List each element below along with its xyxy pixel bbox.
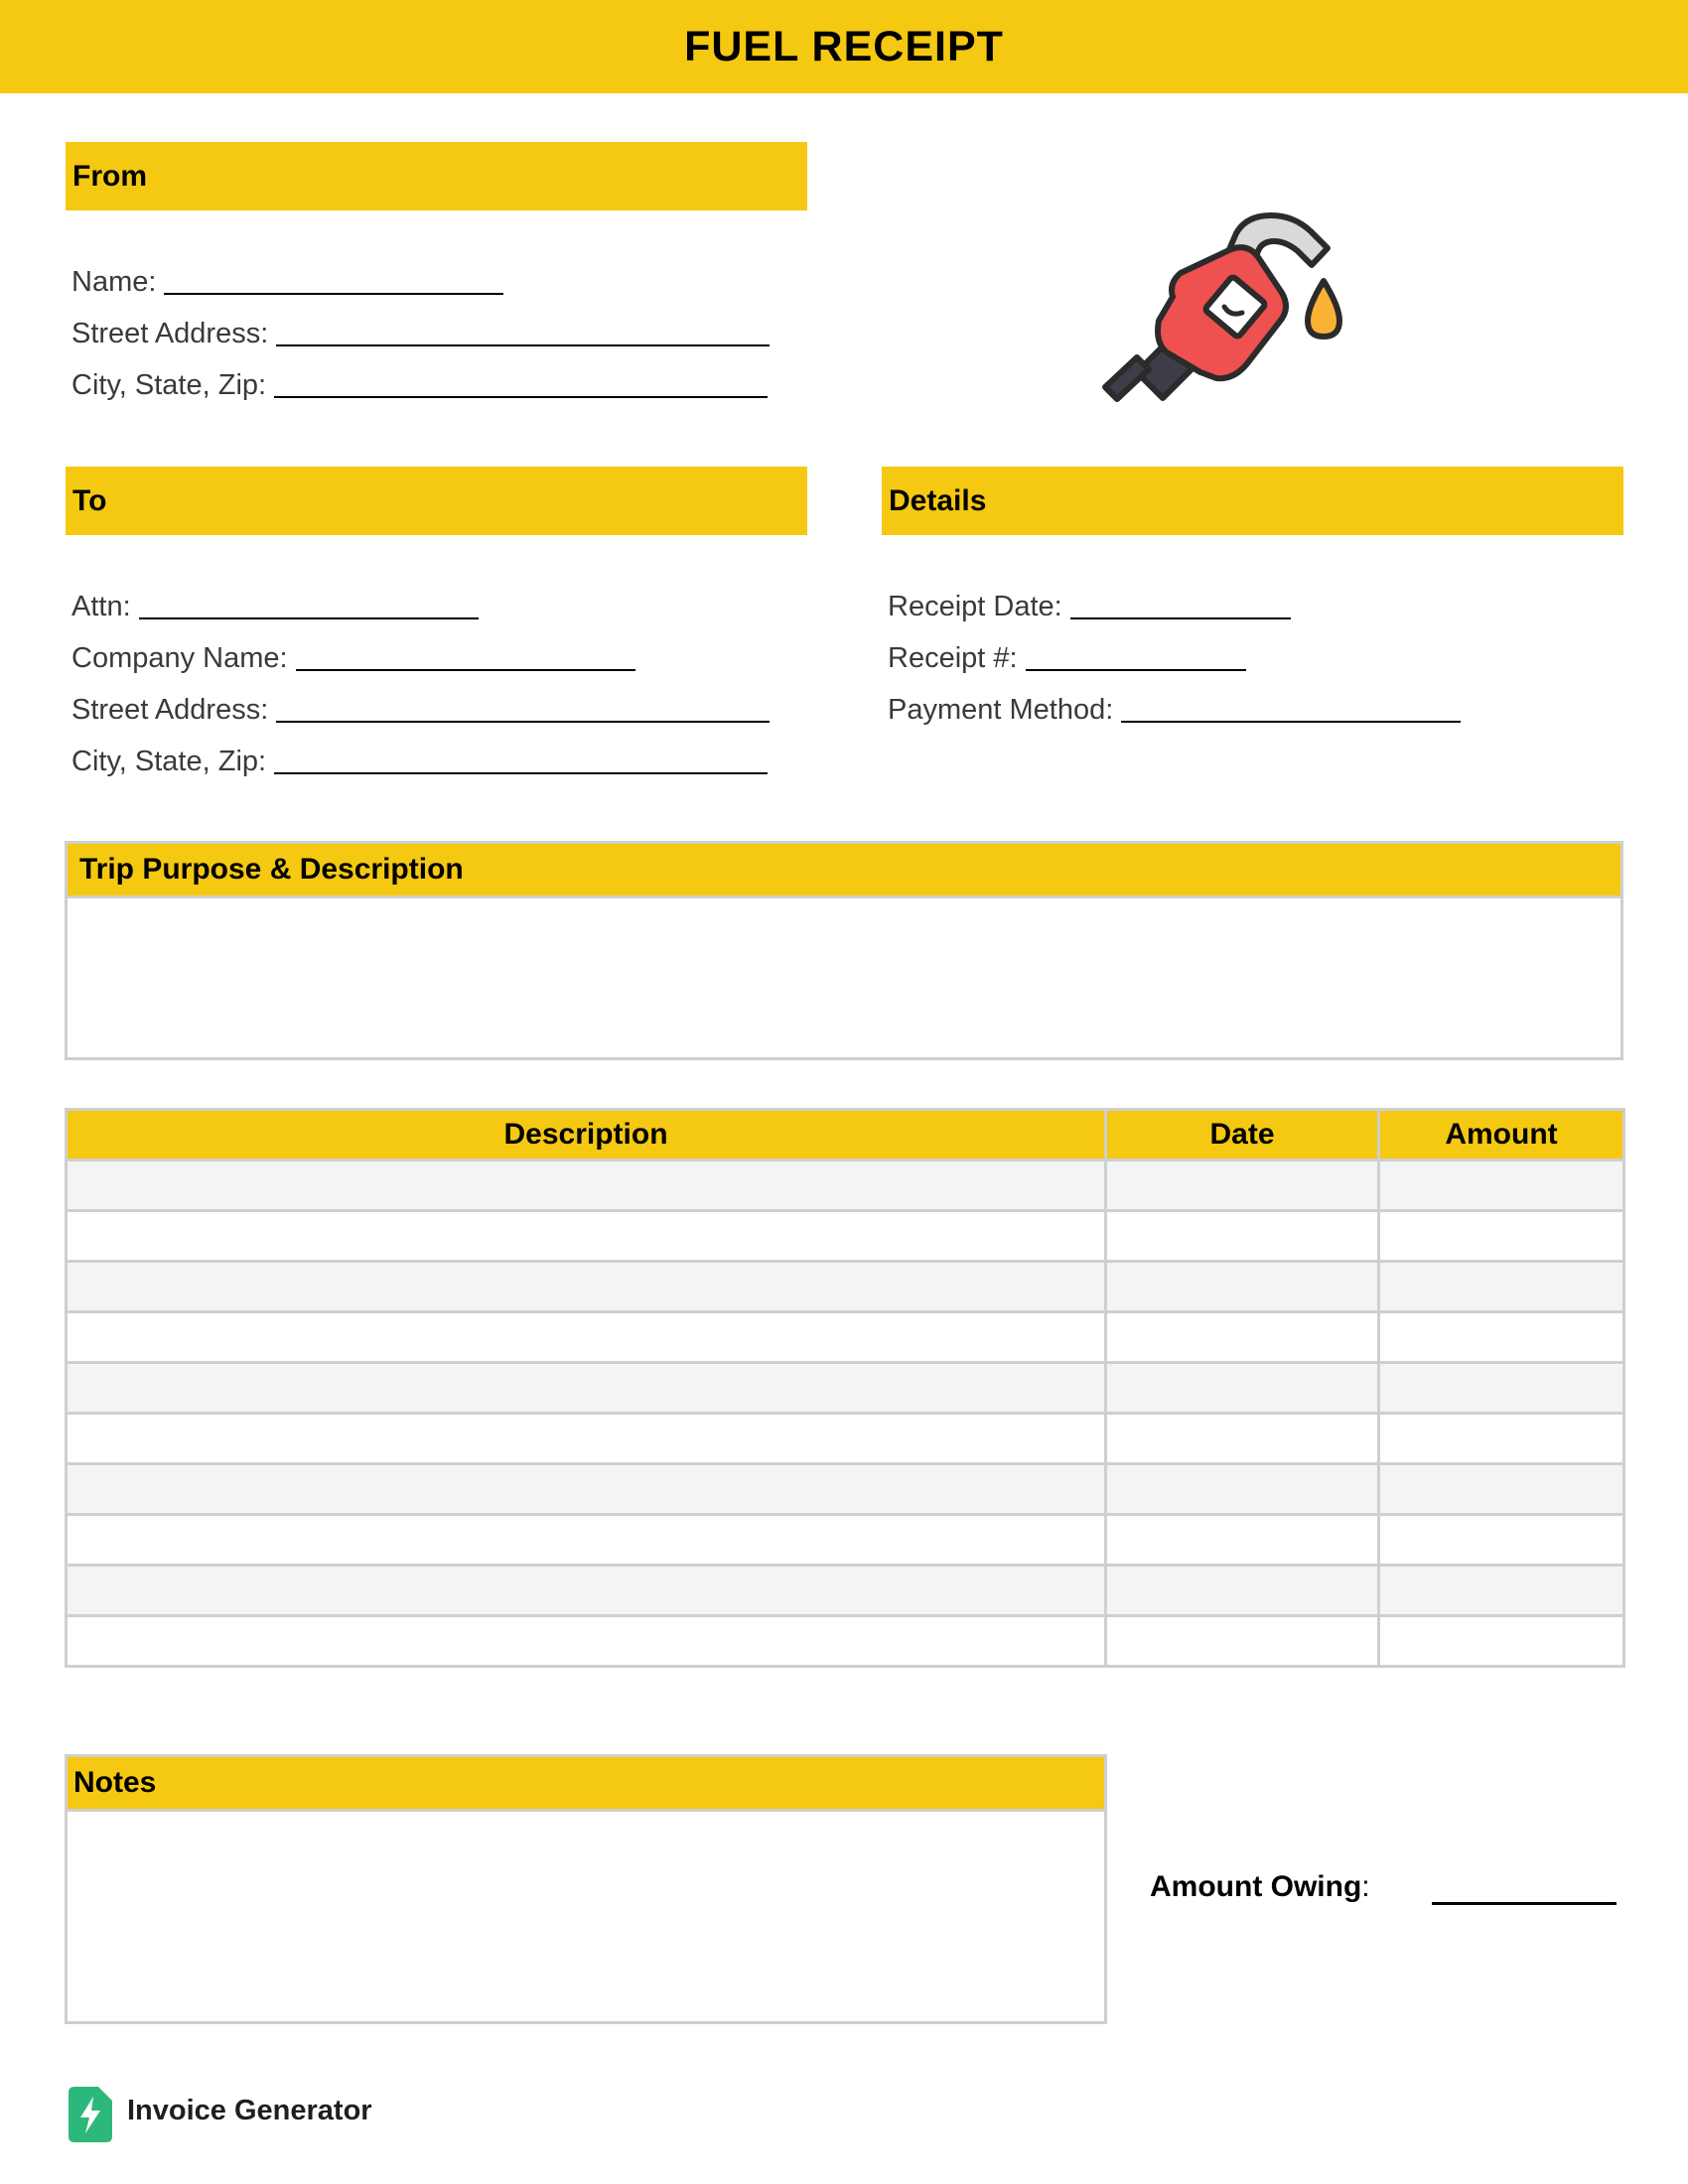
payment-method-line[interactable] [1121,721,1461,723]
to-city-field[interactable] [71,746,768,778]
amount-owing-label: Amount Owing [1150,1870,1362,1903]
table-row [67,1515,1624,1566]
date-cell[interactable] [1106,1414,1379,1464]
to-heading-label: To [72,483,107,517]
trip-purpose-box [65,841,1623,1060]
date-cell[interactable] [1106,1515,1379,1566]
details-heading-label: Details [889,483,987,517]
amount-cell[interactable] [1379,1312,1624,1363]
description-cell[interactable] [67,1262,1106,1312]
from-heading [66,142,807,210]
column-header-amount: Amount [1379,1110,1624,1160]
items-table-header [67,1110,1624,1160]
table-row [67,1464,1624,1515]
trip-purpose-input[interactable] [68,895,1620,1057]
receipt-date-field[interactable] [888,591,1291,623]
notes-input[interactable] [68,1809,1104,2021]
description-cell[interactable] [67,1160,1106,1211]
to-attn-label: Attn: [71,591,131,622]
fuel-nozzle-icon [1097,204,1355,417]
notes-heading [68,1757,1104,1809]
date-cell[interactable] [1106,1363,1379,1414]
table-row [67,1211,1624,1262]
receipt-date-label: Receipt Date: [888,591,1062,622]
table-row [67,1566,1624,1616]
from-street-label: Street Address: [71,318,269,349]
trip-purpose-heading [68,844,1620,895]
date-cell[interactable] [1106,1160,1379,1211]
from-name-line[interactable] [164,293,503,295]
amount-cell[interactable] [1379,1414,1624,1464]
amount-cell[interactable] [1379,1515,1624,1566]
column-header-description: Description [67,1110,1106,1160]
table-row [67,1160,1624,1211]
to-heading [66,467,807,535]
notes-box [65,1754,1107,2024]
amount-cell[interactable] [1379,1464,1624,1515]
description-cell[interactable] [67,1616,1106,1667]
to-street-label: Street Address: [71,694,269,726]
date-cell[interactable] [1106,1566,1379,1616]
description-cell[interactable] [67,1414,1106,1464]
amount-owing-field [1150,1870,1370,1904]
trip-purpose-heading-label: Trip Purpose & Description [79,853,464,886]
payment-method-field[interactable] [888,694,1461,727]
to-company-field[interactable] [71,642,635,675]
column-header-date: Date [1106,1110,1379,1160]
table-row [67,1616,1624,1667]
description-cell[interactable] [67,1211,1106,1262]
description-cell[interactable] [67,1515,1106,1566]
table-row [67,1363,1624,1414]
to-company-label: Company Name: [71,642,288,674]
notes-heading-label: Notes [73,1766,157,1799]
amount-cell[interactable] [1379,1160,1624,1211]
table-row [67,1312,1624,1363]
date-cell[interactable] [1106,1616,1379,1667]
amount-cell[interactable] [1379,1566,1624,1616]
from-city-line[interactable] [274,396,768,398]
from-city-field[interactable] [71,369,768,402]
to-attn-field[interactable] [71,591,479,623]
table-row [67,1414,1624,1464]
from-name-field[interactable] [71,266,503,299]
lightning-bolt-icon [69,2087,112,2142]
amount-cell[interactable] [1379,1211,1624,1262]
date-cell[interactable] [1106,1312,1379,1363]
to-city-label: City, State, Zip: [71,746,267,777]
description-cell[interactable] [67,1312,1106,1363]
details-heading [882,467,1623,535]
to-attn-line[interactable] [139,617,479,619]
description-cell[interactable] [67,1566,1106,1616]
from-heading-label: From [72,159,147,193]
from-street-line[interactable] [276,344,770,346]
amount-owing-colon: : [1361,1870,1370,1903]
date-cell[interactable] [1106,1464,1379,1515]
receipt-number-field[interactable] [888,642,1246,675]
table-row [67,1262,1624,1312]
receipt-date-line[interactable] [1070,617,1291,619]
to-street-line[interactable] [276,721,770,723]
receipt-number-line[interactable] [1026,669,1246,671]
date-cell[interactable] [1106,1262,1379,1312]
title-bar [0,0,1688,93]
items-table [65,1108,1625,1668]
date-cell[interactable] [1106,1211,1379,1262]
to-city-line[interactable] [274,772,768,774]
payment-method-label: Payment Method: [888,694,1114,726]
from-city-label: City, State, Zip: [71,369,267,401]
brand-name: Invoice Generator [127,2095,372,2126]
page-title: FUEL RECEIPT [684,22,1004,70]
amount-cell[interactable] [1379,1363,1624,1414]
description-cell[interactable] [67,1363,1106,1414]
amount-cell[interactable] [1379,1262,1624,1312]
amount-cell[interactable] [1379,1616,1624,1667]
from-street-field[interactable] [71,318,770,350]
amount-owing-line[interactable] [1432,1902,1617,1905]
from-name-label: Name: [71,266,157,298]
to-company-line[interactable] [296,669,635,671]
description-cell[interactable] [67,1464,1106,1515]
to-street-field[interactable] [71,694,770,727]
receipt-number-label: Receipt #: [888,642,1018,674]
